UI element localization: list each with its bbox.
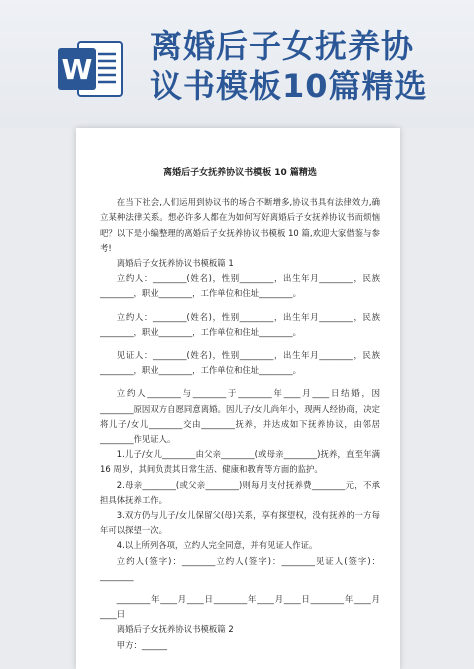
section-heading-1: 离婚后子女抚养协议书模板篇 1 (116, 258, 234, 269)
document-title: 离婚后子女抚养协议书模板 10 篇精选 (163, 168, 317, 178)
document-page (76, 128, 400, 669)
date-line: ________年____月____日________年____月____日________年____月____日 (100, 594, 380, 620)
banner-title-line-2: 议书模板10篇精选 (150, 67, 428, 105)
marriage-paragraph: 立约人________与________于________年____月____日结婚，因________原因双方自愿同意离婚。因儿子/女儿尚年小，现两人经协商，决定将儿子/女儿________交由________抚养，并达成如下抚养协议，由邻居________作见证人。 (100, 388, 380, 445)
banner-title-line-1: 离婚后子女抚养协 (150, 27, 415, 65)
clause-2: 2.母亲________(或父亲________)则每月支付抚养费________元，不承担具体抚养工作。 (100, 479, 380, 505)
intro-paragraph: 在当下社会,人们运用到协议书的场合不断增多,协议书具有法律效力,确立某种法律关系。想必许多人都在为如何写好离婚后子女抚养协议书而烦恼吧？以下是小编整理的离婚后子女抚养协议书模板 10 篇,欢迎大家借鉴与参考! (100, 197, 380, 253)
party-a-paragraph: 立约人：________(姓名)，性别________，出生年月________，民族________，职业________，工作单位和住址________。 (100, 273, 380, 299)
banner (0, 0, 474, 128)
party-b-paragraph: 立约人：________(姓名)，性别________，出生年月________，民族________，职业________，工作单位和住址________。 (100, 311, 380, 337)
witness-paragraph: 见证人：________(姓名)，性别________，出生年月________，民族________，职业________，工作单位和住址________。 (100, 350, 380, 376)
signature-line: 立约人(签字)：________立约人(签字)：________见证人(签字)：________ (100, 555, 380, 581)
clause-4: 4.以上所列各项，立约人完全同意，并有见证人作证。 (116, 540, 318, 551)
logo-letter: W (61, 53, 93, 86)
party-jia-paragraph: 甲方：______ (116, 639, 168, 650)
section-heading-2: 离婚后子女抚养协议书模板篇 2 (116, 624, 234, 635)
word-document-icon (56, 36, 126, 102)
clause-1: 1.儿子/女儿________由父亲________(或母亲________)抚养，直至年满 16 周岁，其间负责其日常生活、健康和教育等方面的监护。 (100, 449, 380, 475)
clause-3: 3.双方仍与儿子/女儿保留父(母)关系，享有探望权，没有抚养的一方每年可以探望一次。 (100, 510, 380, 536)
banner-title (150, 26, 470, 106)
